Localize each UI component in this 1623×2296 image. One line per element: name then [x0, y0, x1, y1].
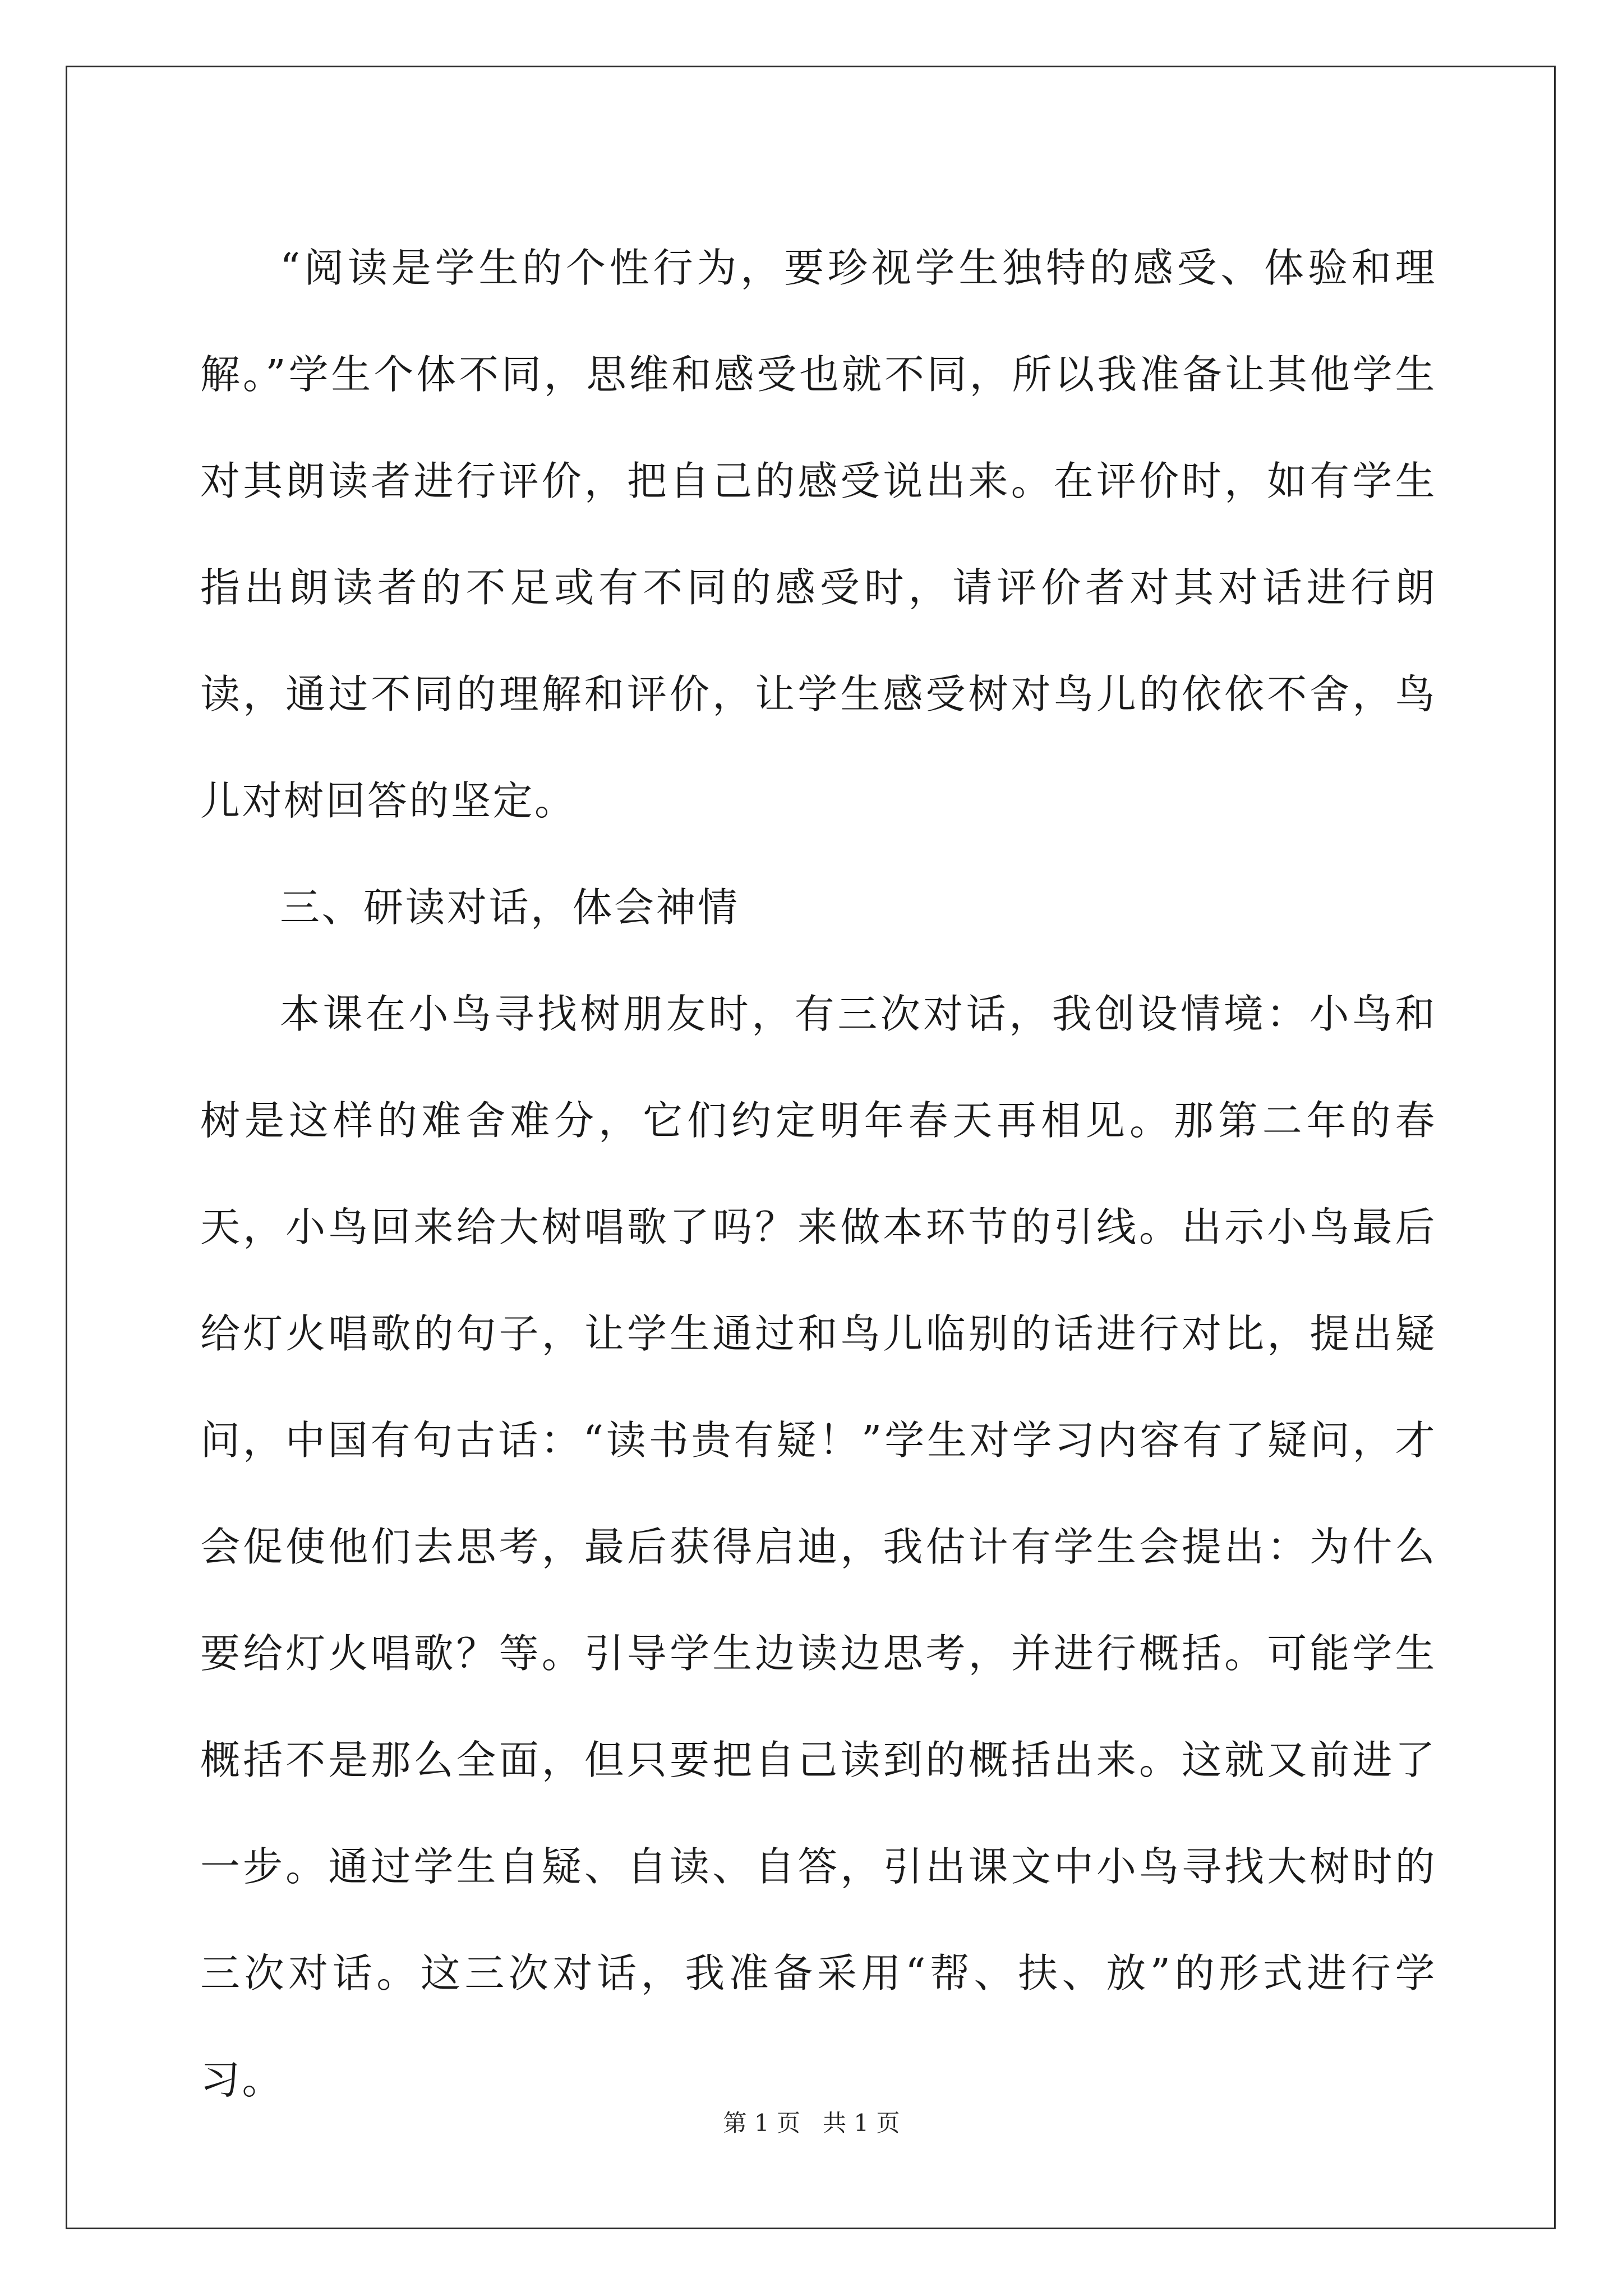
page-footer	[0, 2106, 1623, 2140]
page-number: 第 1 页	[723, 2109, 800, 2137]
document-body	[200, 215, 1437, 2133]
paragraph-evaluation: “阅读是学生的个性行为，要珍视学生独特的感受、体验和理解。”学生个体不同，思维和感受也就不同，所以我准备让其他学生对其朗读者进行评价，把自己的感受说出来。在评价时，如有学生指出朗读者的不足或有不同的感受时，请评价者对其对话进行朗读，通过不同的理解和评价，让学生感受树对鸟儿的依依不舍，鸟儿对树回答的坚定。	[200, 245, 1437, 824]
paragraph-dialogue: 本课在小鸟寻找树朋友时，有三次对话，我创设情境：小鸟和树是这样的难舍难分，它们约定明年春天再相见。那第二年的春天，小鸟回来给大树唱歌了吗？来做本环节的引线。出示小鸟最后给灯火唱歌的句子，让学生通过和鸟儿临别的话进行对比，提出疑问，中国有句古话：“读书贵有疑！”学生对学习内容有了疑问，才会促使他们去思考，最后获得启迪，我估计有学生会提出：为什么要给灯火唱歌？等。引导学生边读边思考，并进行概括。可能学生概括不是那么全面，但只要把自己读到的概括出来。这就又前进了一步。通过学生自疑、自读、自答，引出课文中小鸟寻找大树时的三次对话。这三次对话，我准备采用“帮、扶、放”的形式进行学习。	[200, 991, 1437, 2103]
section-heading: 三、研读对话，体会神情	[280, 884, 740, 931]
page-total: 共 1 页	[823, 2109, 900, 2137]
